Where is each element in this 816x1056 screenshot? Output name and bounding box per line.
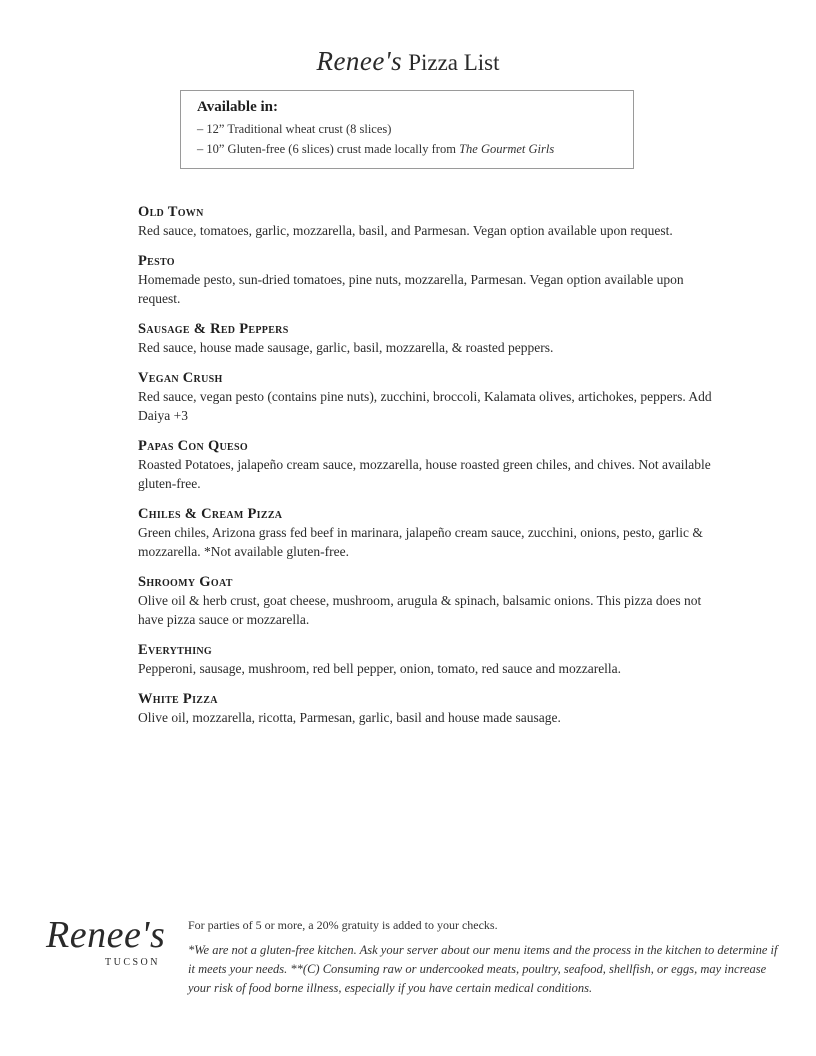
- gratuity-notice: For parties of 5 or more, a 20% gratuity is added to your checks.: [188, 918, 498, 932]
- menu-item: [138, 321, 728, 357]
- item-name: Shroomy Goat: [138, 574, 233, 590]
- item-description: Green chiles, Arizona grass fed beef in marinara, jalapeño cream sauce, zucchini, onions, pesto, garlic & mozzarella. *Not available gluten-free.: [138, 525, 703, 559]
- availability-heading: Available in:: [197, 99, 278, 115]
- title-text: Pizza List: [408, 50, 500, 75]
- item-description: Homemade pesto, sun-dried tomatoes, pine nuts, mozzarella, Parmesan. Vegan option available upon request.: [138, 272, 684, 306]
- gluten-free-text: – 10” Gluten-free (6 slices) crust made locally from: [197, 142, 460, 156]
- menu-item: [138, 691, 728, 727]
- item-name: Sausage & Red Peppers: [138, 321, 289, 337]
- menu-item: [138, 574, 728, 629]
- item-description: Red sauce, house made sausage, garlic, basil, mozzarella, & roasted peppers.: [138, 340, 554, 355]
- item-name: Old Town: [138, 204, 204, 220]
- item-name: Pesto: [138, 253, 175, 269]
- footer-notes: [188, 917, 778, 998]
- footer-logo-city: TUCSON: [104, 957, 160, 968]
- menu-item: [138, 506, 728, 561]
- allergy-disclaimer: *We are not a gluten-free kitchen. Ask your server about our menu items and the process in the kitchen to determine if it meets your needs. **(C) Consuming raw or undercooked meats, poultry, seafood, shellfish, or eggs, may increase your risk of food borne illness, especially if you have certain medical conditions.: [188, 943, 778, 995]
- item-name: White Pizza: [138, 691, 218, 707]
- item-description: Pepperoni, sausage, mushroom, red bell pepper, onion, tomato, red sauce and mozzarella.: [138, 661, 622, 676]
- item-description: Red sauce, vegan pesto (contains pine nuts), zucchini, broccoli, Kalamata olives, artichokes, peppers. Add Daiya +3: [138, 389, 712, 423]
- brand-logo-script: Renee's: [316, 46, 403, 76]
- pizza-menu-list: [138, 204, 728, 740]
- menu-item: [138, 642, 728, 678]
- item-name: Everything: [138, 642, 212, 658]
- item-name: Vegan Crush: [138, 370, 223, 386]
- footer-logo: [46, 915, 166, 985]
- item-description: Olive oil & herb crust, goat cheese, mushroom, arugula & spinach, balsamic onions. This pizza does not have pizza sauce or mozzarella.: [138, 593, 702, 627]
- footer-logo-script: Renee's: [46, 914, 166, 956]
- menu-item: [138, 370, 728, 425]
- item-name: Papas Con Queso: [138, 438, 248, 454]
- item-description: Roasted Potatoes, jalapeño cream sauce, mozzarella, house roasted green chiles, and chives. Not available gluten-free.: [138, 457, 711, 491]
- item-description: Olive oil, mozzarella, ricotta, Parmesan, garlic, basil and house made sausage.: [138, 710, 561, 725]
- item-description: Red sauce, tomatoes, garlic, mozzarella, basil, and Parmesan. Vegan option available upon request.: [138, 223, 673, 238]
- availability-box: [180, 90, 634, 169]
- item-name: Chiles & Cream Pizza: [138, 506, 283, 522]
- page-title: [0, 46, 816, 77]
- menu-item: [138, 204, 728, 240]
- crust-supplier: The Gourmet Girls: [459, 142, 555, 156]
- menu-item: [138, 253, 728, 308]
- availability-wheat-crust: – 12” Traditional wheat crust (8 slices): [197, 122, 392, 136]
- menu-item: [138, 438, 728, 493]
- availability-gluten-free-crust: [197, 139, 617, 159]
